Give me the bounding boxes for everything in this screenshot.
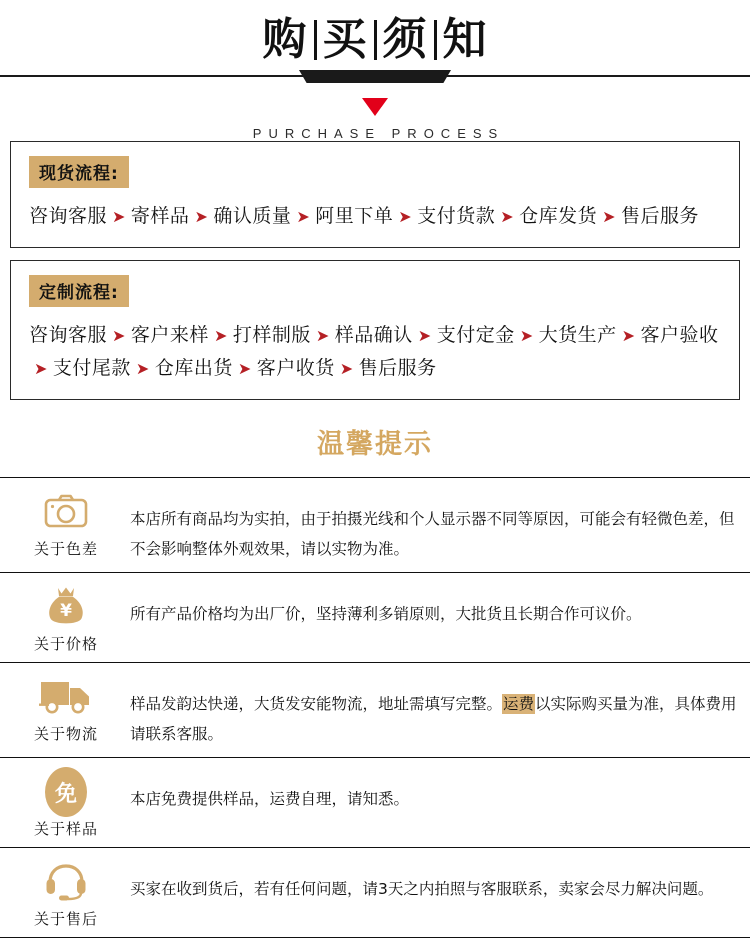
flow-tag-custom: 定制流程: [29, 275, 129, 307]
flow-tag-in-stock: 现货流程: [29, 156, 129, 188]
free-sample-icon [12, 770, 120, 814]
arrow-right-icon: ➤ [602, 207, 617, 226]
flow-step: 寄样品 [130, 205, 190, 227]
tip-text [120, 583, 738, 629]
flow-box-custom [10, 260, 740, 400]
tip-text-main: 本店免费提供样品，运费自理，请知悉。 [130, 790, 410, 808]
arrow-right-icon: ➤ [315, 326, 330, 345]
flow-step: 售后服务 [358, 357, 437, 379]
tip-icon-col [12, 768, 120, 839]
tip-icon-col [12, 858, 120, 929]
tip-text-main: 样品发韵达快递，大货发安能物流，地址需填写完整。 [130, 695, 503, 713]
tip-row-logistics [0, 662, 750, 757]
flow-step: 样品确认 [334, 324, 413, 346]
flow-step: 支付尾款 [52, 357, 131, 379]
tip-text [120, 488, 738, 564]
arrow-right-icon: ➤ [398, 207, 413, 226]
flow-step: 客户来样 [130, 324, 209, 346]
flow-step: 阿里下单 [315, 205, 394, 227]
tip-icon-col [12, 488, 120, 559]
tip-row-aftersales [0, 847, 750, 938]
tip-label: 关于售后 [33, 910, 98, 928]
page-header [0, 0, 750, 141]
flow-steps-custom [29, 319, 723, 385]
tip-text-highlight: 运费 [503, 695, 535, 713]
flow-step: 支付定金 [436, 324, 515, 346]
tip-text-main: 所有产品价格均为出厂价，坚持薄利多销原则，大批货且长期合作可议价。 [130, 605, 642, 623]
svg-text:¥: ¥ [60, 601, 72, 621]
title-separator-bar [374, 20, 377, 60]
arrow-right-icon: ➤ [621, 326, 636, 345]
tips-heading: 温馨提示 [317, 429, 433, 460]
flow-step: 咨询客服 [29, 205, 108, 227]
flow-step: 客户验收 [640, 324, 719, 346]
arrow-right-icon: ➤ [237, 359, 252, 378]
arrow-right-icon: ➤ [417, 326, 432, 345]
tip-label: 关于价格 [33, 635, 98, 653]
flow-step: 仓库发货 [519, 205, 598, 227]
title-rule-band [299, 70, 451, 83]
tip-text [120, 673, 738, 749]
arrow-right-icon: ➤ [112, 207, 126, 226]
tip-row-color [0, 477, 750, 572]
flow-step: 仓库出货 [154, 357, 233, 379]
flow-step: 售后服务 [621, 205, 700, 227]
title-char-3: 须 [382, 14, 428, 65]
tip-icon-col [12, 583, 120, 654]
title-separator-bar [434, 20, 437, 60]
flow-step: 确认质量 [213, 205, 292, 227]
tip-text-tail: 以实际购买量为准，具体费用请联系客服。 [130, 695, 737, 743]
arrow-right-icon: ➤ [34, 359, 48, 378]
arrow-right-icon: ➤ [135, 359, 150, 378]
flow-step: 咨询客服 [29, 324, 108, 346]
arrow-right-icon: ➤ [112, 326, 126, 345]
arrow-right-icon: ➤ [500, 207, 515, 226]
tip-text-main: 本店所有商品均为实拍，由于拍摄光线和个人显示器不同等原因，可能会有轻微色差，但不会影响整体外观效果，请以实物为准。 [130, 510, 735, 558]
flow-step: 支付货款 [417, 205, 496, 227]
flow-steps-in-stock [29, 200, 723, 233]
tip-text-main: 买家在收到货后，若有任何问题，请3天之内拍照与客服联系，卖家会尽力解决问题。 [130, 880, 714, 898]
arrow-right-icon: ➤ [296, 207, 311, 226]
arrow-right-icon: ➤ [519, 326, 534, 345]
title-rule [0, 70, 750, 84]
flow-step: 打样制版 [232, 324, 311, 346]
camera-icon [12, 490, 120, 534]
tip-row-sample [0, 757, 750, 847]
money-bag-icon [12, 585, 120, 629]
tip-label: 关于物流 [33, 725, 98, 743]
title-char-2: 买 [322, 14, 368, 65]
title-char-1: 购 [262, 14, 308, 65]
title-char-4: 知 [442, 14, 488, 65]
truck-icon [12, 675, 120, 719]
tip-icon-col [12, 673, 120, 744]
flow-step: 客户收货 [256, 357, 335, 379]
headset-icon [12, 860, 120, 904]
tip-text [120, 768, 738, 814]
flow-step: 大货生产 [538, 324, 617, 346]
tip-label: 关于样品 [33, 820, 98, 838]
page-subtitle: PURCHASE PROCESS [252, 126, 505, 141]
page-title [263, 14, 488, 66]
tip-row-price [0, 572, 750, 662]
title-separator-bar [314, 20, 317, 60]
tip-label: 关于色差 [33, 540, 98, 558]
arrow-right-icon: ➤ [213, 326, 228, 345]
down-caret-icon [362, 98, 388, 116]
arrow-right-icon: ➤ [194, 207, 209, 226]
flow-box-in-stock [10, 141, 740, 248]
tip-text [120, 858, 738, 904]
arrow-right-icon: ➤ [339, 359, 354, 378]
free-badge: 免 [45, 767, 87, 817]
